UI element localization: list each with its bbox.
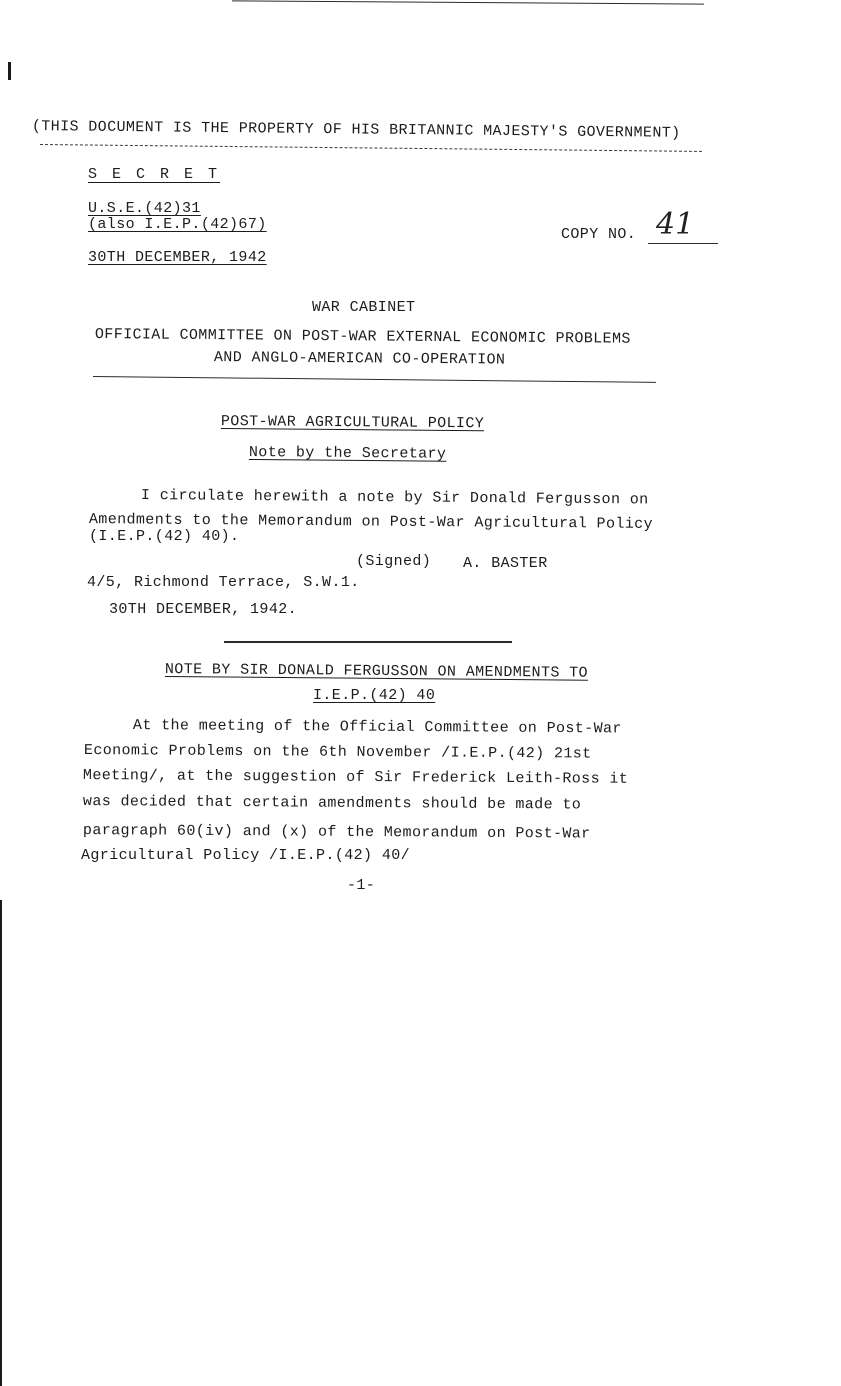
section-divider [224, 641, 512, 643]
committee-heading-line1: OFFICIAL COMMITTEE ON POST-WAR EXTERNAL ECONOMIC PROBLEMS [94, 326, 631, 348]
left-margin-mark [8, 62, 11, 80]
cover-note-subtitle: Note by the Secretary [248, 444, 447, 463]
reference-secondary: (also I.E.P.(42)67) [88, 216, 267, 233]
ownership-notice: (THIS DOCUMENT IS THE PROPERTY OF HIS BRITANNIC MAJESTY'S GOVERNMENT) [31, 118, 681, 142]
cover-note-date: 30TH DECEMBER, 1942. [109, 601, 298, 618]
signed-label: (Signed) [356, 553, 432, 570]
cover-note-body-line3: (I.E.P.(42) 40). [89, 528, 240, 545]
main-note-body-line6: Agricultural Policy /I.E.P.(42) 40/ [81, 847, 411, 864]
cover-note-title: POST-WAR AGRICULTURAL POLICY [220, 413, 485, 433]
reference-primary: U.S.E.(42)31 [88, 200, 201, 217]
main-note-title-line1: NOTE BY SIR DONALD FERGUSSON ON AMENDMENTS TO [164, 661, 589, 682]
main-note-body-line1: At the meeting of the Official Committee on Post-War [132, 717, 622, 738]
classification-label: S E C R E T [88, 166, 221, 183]
left-edge-bar [0, 900, 2, 1386]
committee-heading-line2: AND ANGLO-AMERICAN CO-OPERATION [213, 349, 506, 369]
cover-note-body-line2: Amendments to the Memorandum on Post-War Agricultural Policy [88, 511, 654, 533]
copy-number-underline [648, 243, 718, 244]
copy-number-handwritten: 41 [656, 207, 695, 242]
top-edge-line [232, 0, 704, 4]
main-note-title-line2: I.E.P.(42) 40 [313, 687, 436, 704]
sender-address: 4/5, Richmond Terrace, S.W.1. [87, 574, 360, 591]
page-number: -1- [347, 877, 376, 894]
document-date: 30TH DECEMBER, 1942 [88, 249, 267, 266]
main-note-body-line2: Economic Problems on the 6th November /I.E.P.(42) 21st [83, 742, 592, 763]
signatory-name: A. BASTER [463, 555, 548, 572]
main-note-body-line4: was decided that certain amendments should be made to [82, 793, 582, 814]
copy-number-label: COPY NO. [561, 226, 637, 243]
main-note-body-line5: paragraph 60(iv) and (x) of the Memorandum on Post-War [82, 822, 591, 843]
heading-divider [93, 376, 656, 383]
main-note-body-line3: Meeting/, at the suggestion of Sir Frederick Leith-Ross it [82, 767, 629, 788]
cabinet-heading: WAR CABINET [312, 299, 416, 316]
cover-note-body-line1: I circulate herewith a note by Sir Donald Fergusson on [140, 487, 649, 509]
ownership-underline [40, 144, 702, 152]
